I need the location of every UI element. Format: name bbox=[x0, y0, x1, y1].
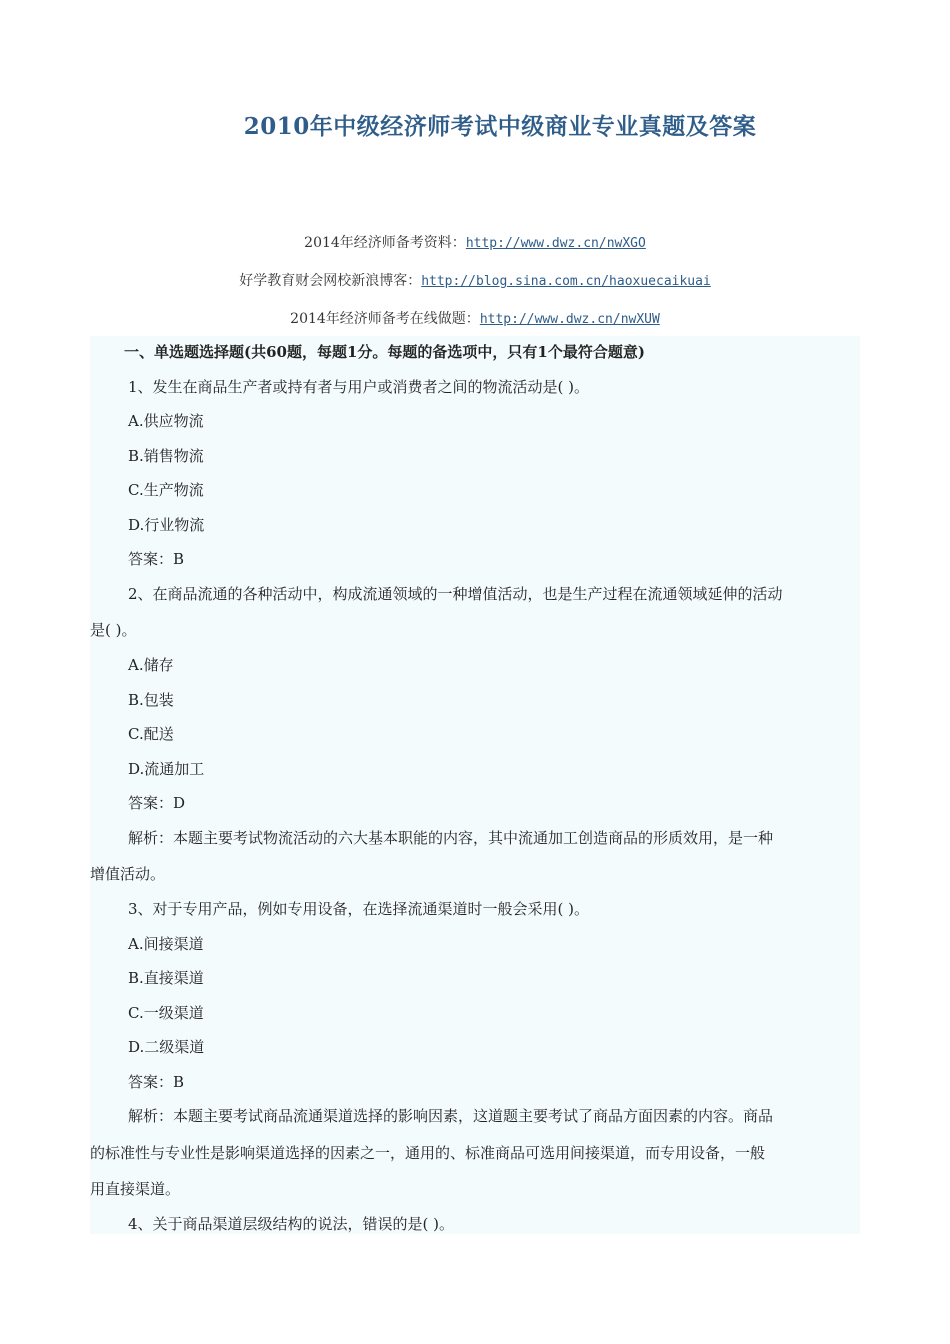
question-3: 3、对于专用产品，例如专用设备，在选择流通渠道时一般会采用( )。 bbox=[128, 900, 590, 918]
option-line: D.二级渠道 bbox=[128, 1038, 205, 1056]
option-line: D.流通加工 bbox=[128, 760, 205, 778]
option-line: A.储存 bbox=[128, 656, 174, 674]
option-line: B.销售物流 bbox=[128, 447, 204, 465]
question-2-continued: 是( )。 bbox=[90, 621, 137, 639]
ref-line-online-practice bbox=[0, 308, 950, 328]
question-1: 1、发生在商品生产者或持有者与用户或消费者之间的物流活动是( )。 bbox=[128, 378, 590, 396]
explanation-line: 解析：本题主要考试商品流通渠道选择的影响因素，这道题主要考试了商品方面因素的内容。商品 bbox=[128, 1107, 774, 1125]
ref-line-exam-materials bbox=[0, 232, 950, 252]
option-line: C.一级渠道 bbox=[128, 1004, 204, 1022]
option-line: C.配送 bbox=[128, 725, 174, 743]
answer-line: 答案：B bbox=[128, 1073, 185, 1091]
page-title: 2010年中级经济师考试中级商业专业真题及答案 bbox=[243, 113, 757, 140]
question-content bbox=[90, 336, 860, 1234]
option-line: D.行业物流 bbox=[128, 516, 205, 534]
ref-link-online-practice[interactable]: http://www.dwz.cn/nwXUW bbox=[479, 312, 660, 327]
question-2: 2、在商品流通的各种活动中，构成流通领域的一种增值活动，也是生产过程在流通领域延伸的活动 bbox=[128, 585, 783, 603]
option-line: B.直接渠道 bbox=[128, 969, 204, 987]
ref-label: 2014年经济师备考资料： bbox=[304, 235, 466, 251]
option-line: A.供应物流 bbox=[128, 412, 204, 430]
question-4: 4、关于商品渠道层级结构的说法，错误的是( )。 bbox=[128, 1215, 455, 1233]
option-line: C.生产物流 bbox=[128, 481, 204, 499]
answer-line: 答案：D bbox=[128, 794, 186, 812]
answer-line: 答案：B bbox=[128, 550, 185, 568]
section-heading: 一、单选题选择题(共60题，每题1分。每题的备选项中，只有1个最符合题意) bbox=[124, 343, 645, 361]
option-line: B.包装 bbox=[128, 691, 174, 709]
ref-line-sina-blog bbox=[0, 270, 950, 290]
ref-label: 2014年经济师备考在线做题： bbox=[290, 311, 480, 327]
explanation-continued: 的标准性与专业性是影响渠道选择的因素之一，通用的、标准商品可选用间接渠道，而专用设备，一般 bbox=[90, 1144, 766, 1162]
explanation-continued: 增值活动。 bbox=[90, 865, 166, 883]
ref-link-exam-materials[interactable]: http://www.dwz.cn/nwXGO bbox=[465, 236, 646, 251]
explanation-continued: 用直接渠道。 bbox=[90, 1180, 181, 1198]
option-line: A.间接渠道 bbox=[128, 935, 204, 953]
explanation-line: 解析：本题主要考试物流活动的六大基本职能的内容，其中流通加工创造商品的形质效用，是一种 bbox=[128, 829, 774, 847]
ref-label: 好学教育财会网校新浪博客： bbox=[239, 273, 422, 289]
ref-link-sina-blog[interactable]: http://blog.sina.com.cn/haoxuecaikuai bbox=[421, 274, 711, 289]
